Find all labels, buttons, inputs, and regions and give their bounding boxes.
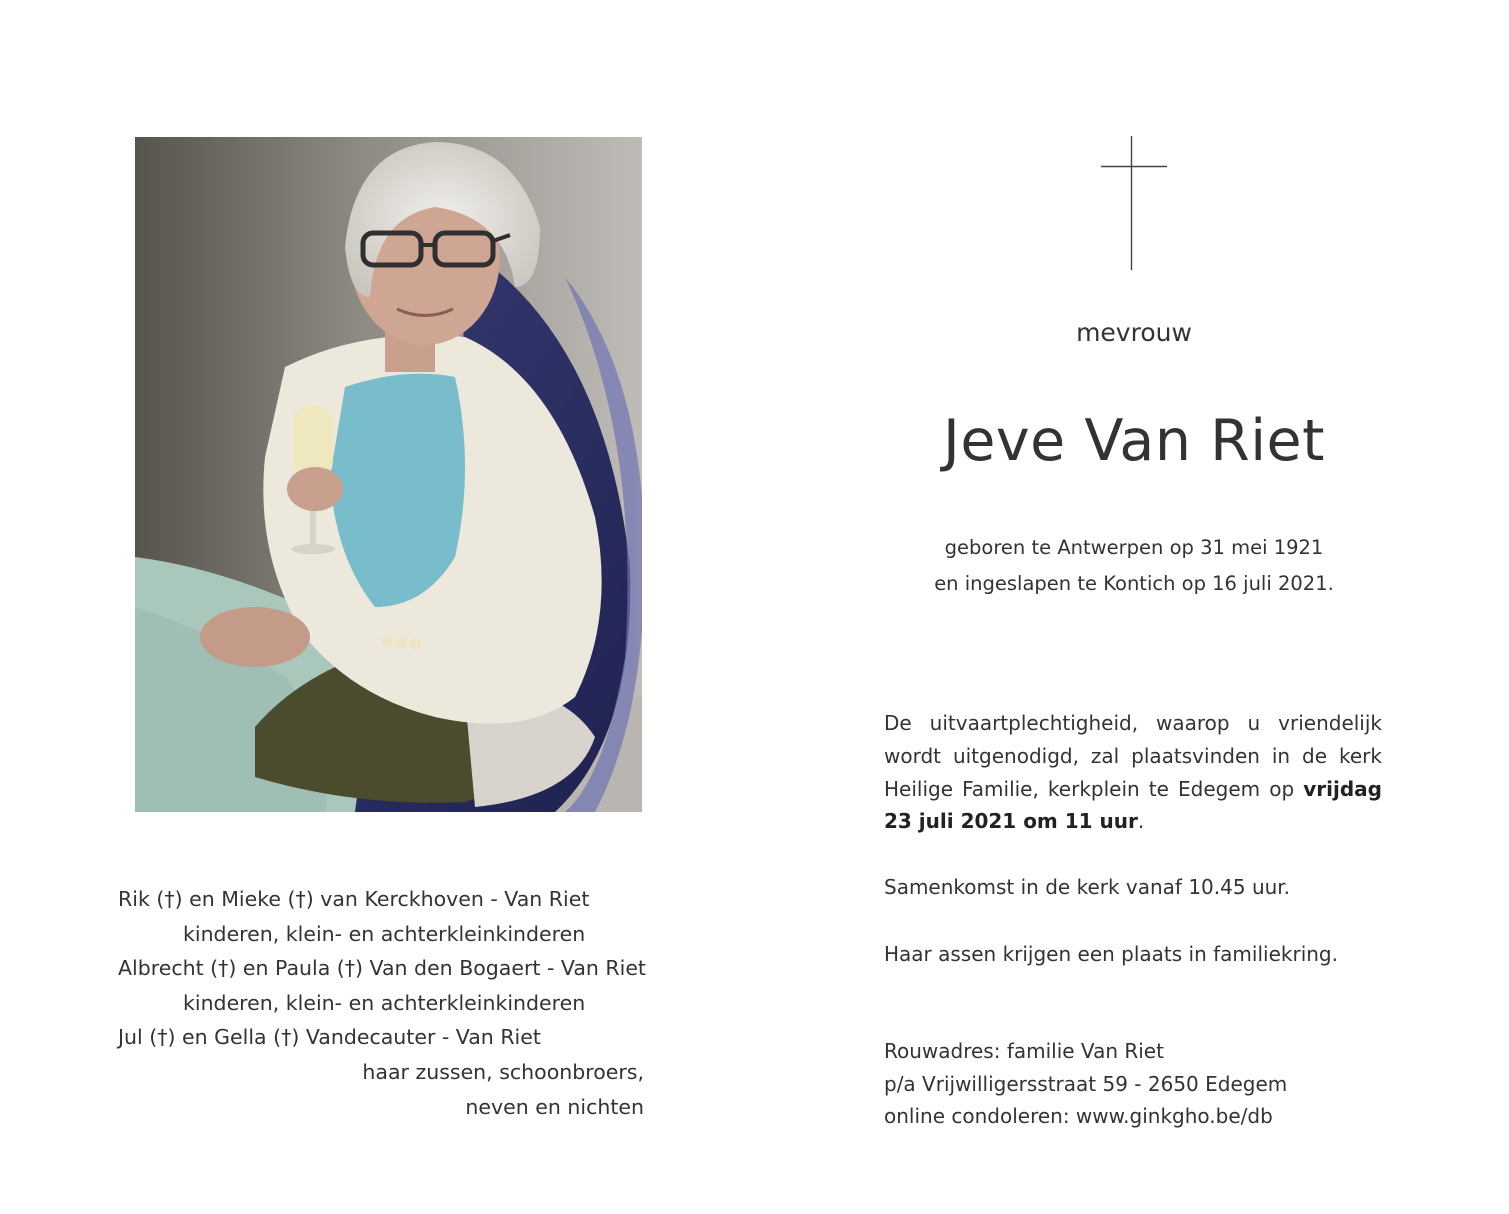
life-dates [884,530,1384,602]
mourning-address [884,1035,1384,1133]
funeral-date: vrijdag 23 juli 2021 om 11 uur [884,776,1382,834]
birth-line: geboren te Antwerpen op 31 mei 1921 [944,536,1324,559]
portrait-image [135,137,642,812]
address-line: Rouwadres: familie Van Riet [884,1039,1164,1063]
family-line: haar zussen, schoonbroers, [362,1059,644,1084]
family-line: kinderen, klein- en achterkleinkinderen [183,921,586,946]
family-line: Jul (†) en Gella (†) Vandecauter - Van Riet [118,1025,541,1050]
funeral-intro: De uitvaartplechtigheid, waarop u vriendelijk wordt uitgenodigd, zal plaatsvinden in de kerk Heilige Familie, kerkplein te Edegem op [884,711,1382,801]
death-line: en ingeslapen te Kontich op 16 juli 2021. [934,572,1334,595]
address-line: p/a Vrijwilligersstraat 59 - 2650 Edegem [884,1071,1288,1096]
cross-icon [1101,136,1167,270]
family-line: Albrecht (†) en Paula (†) Van den Bogaert - Van Riet [118,956,646,981]
funeral-paragraph [884,707,1382,838]
portrait-photo [135,137,642,812]
family-line: neven en nichten [465,1094,644,1119]
salutation: mevrouw [1076,318,1192,347]
family-line: kinderen, klein- en achterkleinkinderen [183,990,586,1015]
family-list [118,882,648,1124]
gathering-time: Samenkomst in de kerk vanaf 10.45 uur. [884,875,1291,899]
deceased-name: Jeve Van Riet [943,408,1325,474]
condolence-link[interactable]: online condoleren: www.ginkgho.be/db [884,1104,1273,1128]
ashes-note: Haar assen krijgen een plaats in familiekring. [884,942,1338,966]
family-line: Rik (†) en Mieke (†) van Kerckhoven - Van Riet [118,887,590,911]
funeral-end: . [1137,809,1145,834]
